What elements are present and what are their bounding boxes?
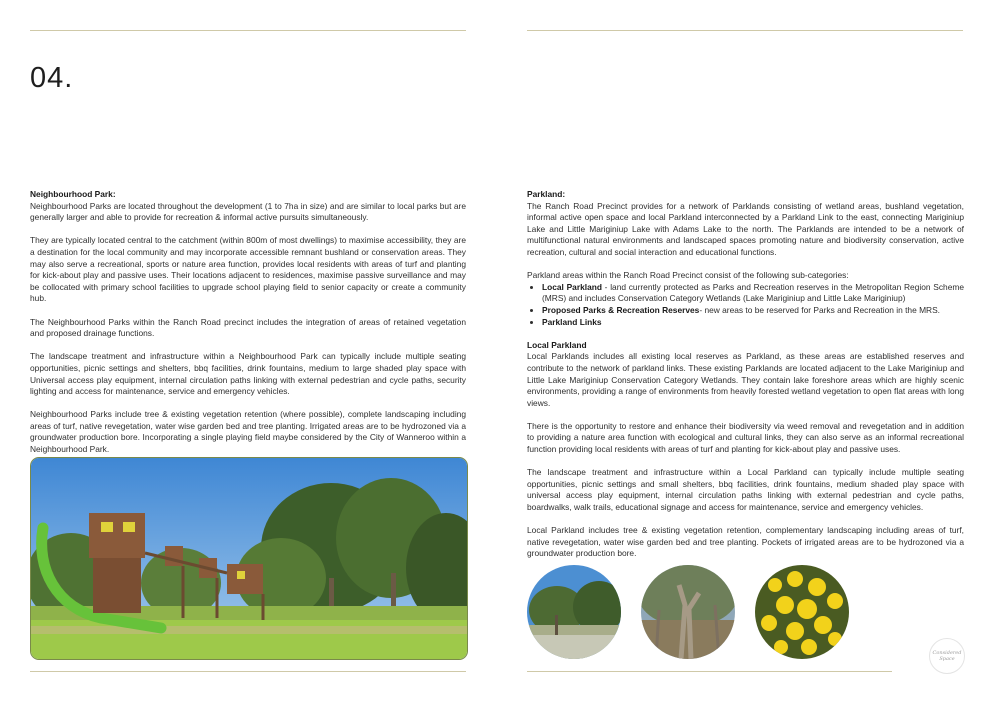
neighbourhood-park-heading: Neighbourhood Park: [30,189,116,199]
bullet-text: - new areas to be reserved for Parks and Recreation in the MRS. [699,304,941,315]
bullet-text: - land currently protected as Parks and Recreation reserves in the Metropolitan Region Scheme (MRS) and includes Conservation Category Wetlands (Lake Mariginiup and Little Lake Mariginiup) [542,281,964,304]
wattle-photo [755,565,849,659]
bottom-rule-left [30,671,466,672]
paragraph: They are typically located central to the catchment (within 800m of most dwellings) to maximise accessibility, they are a destination for the local community and may incorporate accessible remnant bushland or conservation areas. They may also serve a recreational, sports or nature area function, provides local residents with areas of turf and planting for kick-about play and passive uses. Their locations adjacent to residences, maximise passive surveillance and may be collocated with primary school facilities to upgrade school playing field to senior capacity or create a community hub. [30,235,466,304]
list-item [542,317,964,329]
wattle-illustration [755,565,849,659]
paragraph: There is the opportunity to restore and enhance their biodiversity via weed removal and revegetation and in addition to providing a nature area function with ecological and cultural links, they can also serve as an informal recreational function providing local residents with areas of turf and planting for kick-about play and passive uses. [527,420,964,455]
bushland-photo [641,565,735,659]
left-column [30,189,466,467]
bottom-rule-right [527,671,892,672]
page-number: 04. [30,62,74,94]
wetland-illustration [527,565,621,659]
local-parkland-heading: Local Parkland [527,339,587,350]
bullet-term: Proposed Parks & Recreation Reserves [542,304,700,315]
paragraph: Local Parkland includes tree & existing vegetation retention, complementary landscaping including areas of turf, native revegetation, water wise garden bed and tree planting. Pockets of irrigated areas are to be hydrozoned via a groundwater production bore. [527,525,964,559]
parkland-heading: Parkland: [527,189,566,199]
paragraph: Local Parklands includes all existing local reserves as Parkland, as these areas are established reserves and contribute to the network of parkland links. These existing Parklands are located adjacent to the Lake Mariginiup and Little Lake Mariginiup Conservation Category Wetlands. They contain lake foreshore areas which are highly scenic environments, providing a range of environments from heavily forested wetland vegetation to open flat areas with long views. [527,351,964,408]
paragraph: The landscape treatment and infrastructure within a Neighbourhood Park can typically include multiple seating opportunities, picnic settings and shelters, bbq facilities, drink fountains, medium to large shaded play space with Universal access play equipment, internal circulation paths linking with external pedestrian and cycle paths, security lighting and access for maintenance, service and emergency vehicles. [30,351,466,397]
paragraph: Neighbourhood Parks include tree & existing vegetation retention (where possible), complete landscaping including areas of turf, native revegetation, water wise garden bed and tree planting. Irrigated areas are to be hydrozoned via a groundwater production bore. Incorporating a single playing field maybe considered by the City of Wanneroo within a Neighbourhood Park. [30,409,466,455]
list-item [542,305,964,317]
playground-photo [30,457,468,660]
paragraph: The Neighbourhood Parks within the Ranch Road precinct includes the integration of areas of retained vegetation and proposed drainage functions. [30,316,466,339]
bushland-illustration [641,565,735,659]
subcategory-list [527,282,964,328]
right-column [527,189,964,572]
paragraph: The Ranch Road Precinct provides for a network of Parklands consisting of wetland areas, bushland vegetation, informal active open space and local Parkland interconnected by a Parkland Link to the east, connecting Mariginiup Lake and Little Mariginiup Lake with Adams Lake to the north. The Parklands are intended to be a network of multifunctional natural environments and landscaped spaces promoting nature and biodiversity conservation, active recreation, cultural and social interaction and educational functions. [527,200,964,257]
paragraph: The landscape treatment and infrastructure within a Local Parkland can typically include multiple seating opportunities, picnic settings and small shelters, bbq facilities, drink fountains, medium shaded play space with universal access play equipment, internal circulation paths linking with external pedestrian and cycle paths, boardwalks, walk trails, educational signage and access for maintenance, service and emergency vehicles. [527,467,964,513]
list-item [542,282,964,305]
bullet-term: Local Parkland [542,281,602,292]
paragraph: Parkland areas within the Ranch Road Precinct consist of the following sub-categories: [527,270,849,281]
top-rule-left [30,30,466,31]
paragraph: Neighbourhood Parks are located throughout the development (1 to 7ha in size) and are similar to local parks but are generally larger and able to provide for recreation & informal active pursuits simultaneously. [30,200,466,223]
top-rule-right [527,30,963,31]
playground-illustration [31,458,467,659]
wetland-photo [527,565,621,659]
considered-space-logo: Considered Space [929,638,965,674]
bullet-term: Parkland Links [542,316,602,327]
